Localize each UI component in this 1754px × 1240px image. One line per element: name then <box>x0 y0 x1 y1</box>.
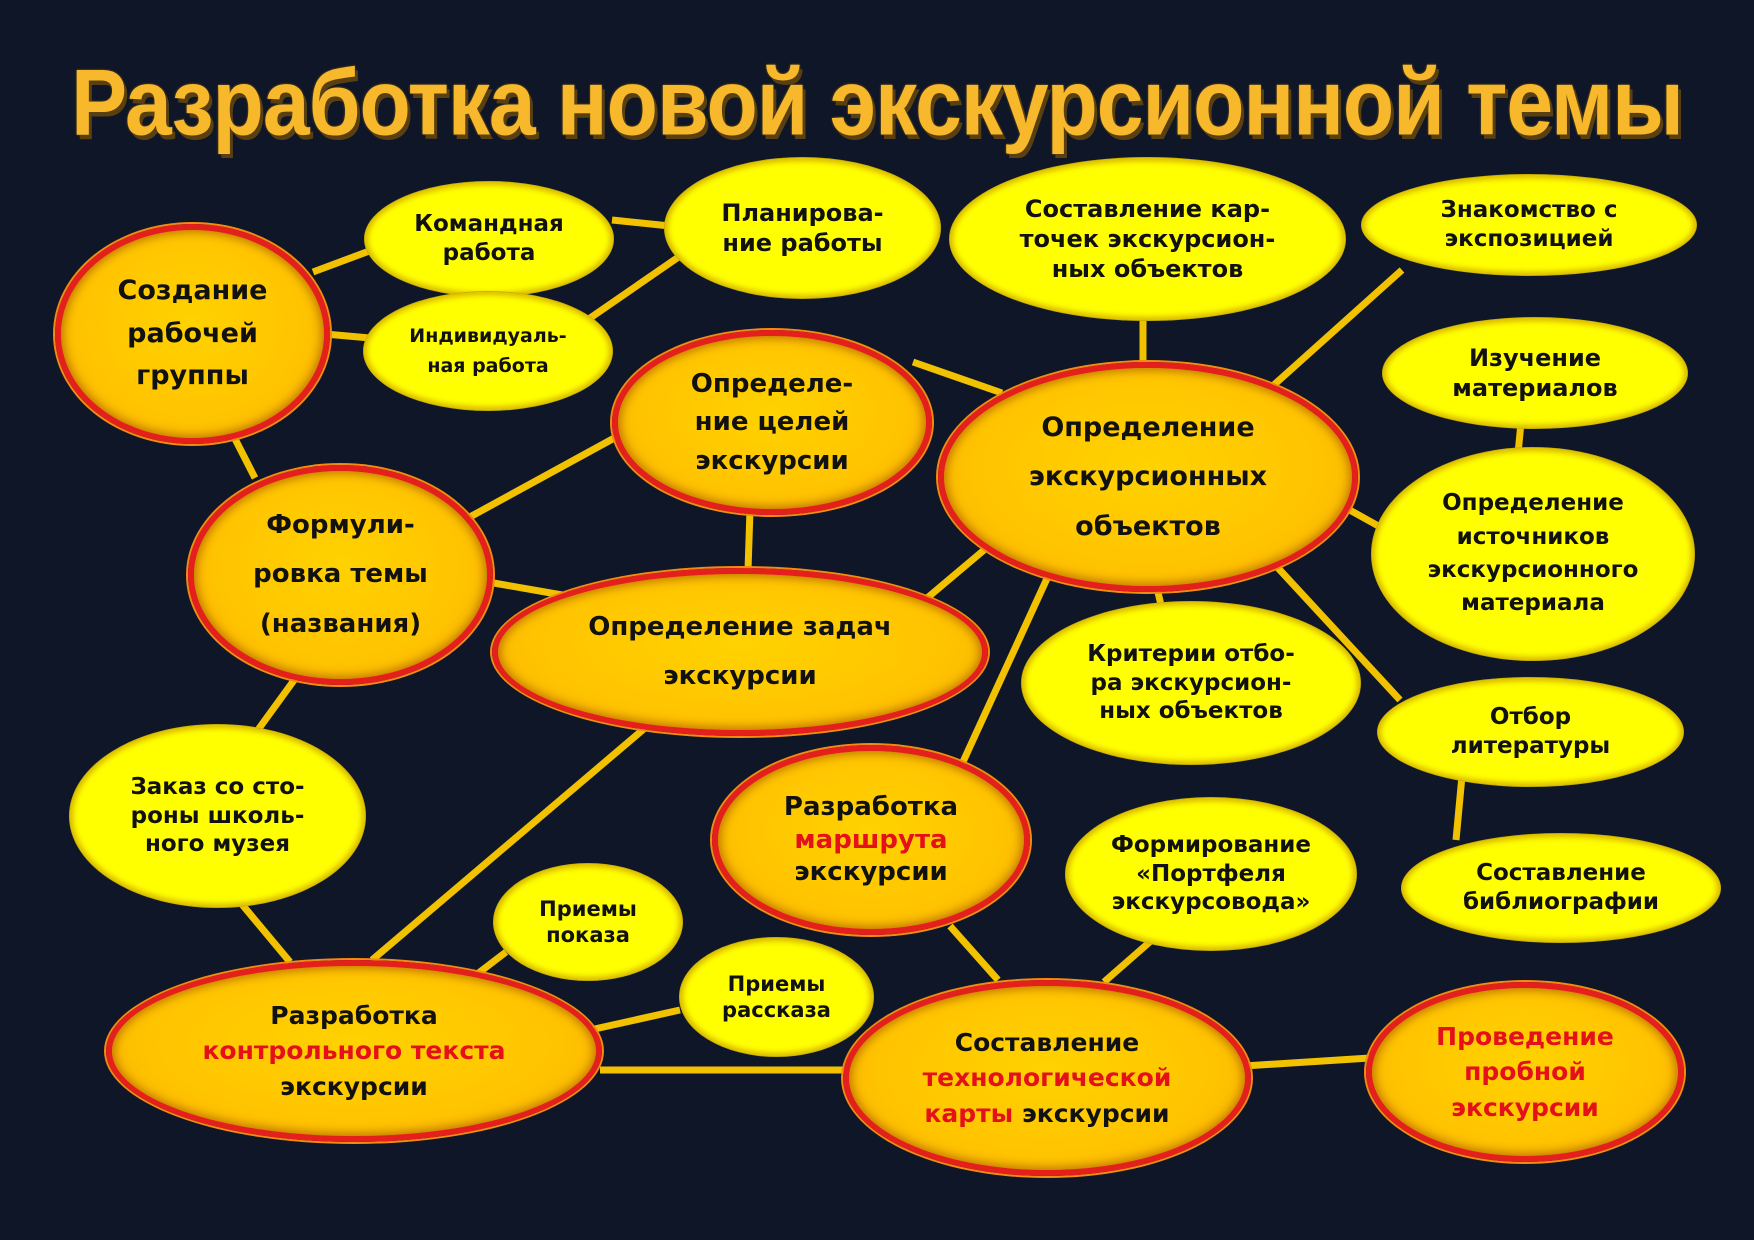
node-study-materials <box>1383 318 1687 428</box>
node-telling-methods-label: Приемы рассказа <box>722 971 831 1022</box>
node-theme-formulation <box>188 465 493 685</box>
node-tech-map-line3a: карты <box>924 1098 1014 1128</box>
node-tasks-label: Определение задач экскурсии <box>588 611 892 691</box>
node-tech-map-line1: Составление <box>954 1027 1140 1057</box>
node-goals-label: Определе- ние целей экскурсии <box>690 369 854 476</box>
node-theme-formulation-label: Формули- ровка темы (названия) <box>253 509 428 639</box>
node-bibliography-label: Составление библиографии <box>1462 860 1660 915</box>
node-route-line1: Разработка <box>783 791 959 822</box>
node-showing-methods-label: Приемы показа <box>539 896 637 947</box>
node-route-label <box>784 791 958 889</box>
node-team-work <box>365 182 613 296</box>
node-bibliography <box>1402 834 1720 942</box>
node-showing-methods <box>494 864 682 980</box>
node-team-work-label: Командная работа <box>414 211 564 266</box>
node-trial <box>1366 982 1684 1162</box>
node-tech-map <box>843 980 1251 1176</box>
node-control-text <box>106 960 602 1142</box>
node-control-text-line2: контрольного текста <box>202 1036 506 1066</box>
node-school-order <box>70 725 365 907</box>
node-literature-label: Отбор литературы <box>1450 704 1611 759</box>
page-title: Разработка новой экскурсионной темы <box>71 49 1683 155</box>
node-tech-map-label <box>923 1025 1172 1132</box>
node-object-cards <box>950 158 1345 320</box>
node-sources <box>1372 448 1694 660</box>
node-trial-label: Проведение пробной экскурсии <box>1436 1021 1614 1122</box>
node-control-text-line3: экскурсии <box>280 1071 428 1101</box>
node-portfolio-label: Формирование «Портфеля экскурсовода» <box>1111 831 1311 916</box>
node-tech-map-line3b: экскурсии <box>1013 1098 1170 1128</box>
node-create-group <box>55 224 330 444</box>
node-school-order-label: Заказ со сто- роны школь- ного музея <box>130 773 305 858</box>
node-control-text-label <box>202 998 505 1105</box>
node-selection-criteria-label: Критерии отбо- ра экскурсион- ных объектов <box>1087 640 1295 725</box>
node-sources-label: Определение источников экскурсионного материала <box>1427 490 1639 617</box>
node-exposition <box>1362 175 1696 275</box>
node-control-text-line1: Разработка <box>270 1000 438 1030</box>
edge-group-individual <box>325 334 370 338</box>
node-route-line2: маршрута <box>794 824 948 855</box>
node-define-objects <box>938 362 1358 592</box>
node-route <box>712 745 1030 935</box>
node-route-line3: экскурсии <box>794 857 948 888</box>
edge-goals-tasks <box>748 510 750 570</box>
node-exposition-label: Знакомство с экспозицией <box>1440 197 1618 252</box>
node-create-group-label: Создание рабочей группы <box>117 275 268 392</box>
node-define-objects-label: Определение экскурсионных объектов <box>1028 412 1268 542</box>
node-object-cards-label: Составление кар- точек экскурсион- ных объектов <box>1019 194 1276 284</box>
node-tasks <box>492 568 988 736</box>
node-telling-methods <box>680 938 873 1056</box>
node-selection-criteria <box>1022 602 1360 764</box>
node-individual-work-label: Индивидуаль- ная работа <box>409 324 567 377</box>
node-work-planning-label: Планирова- ние работы <box>721 198 884 257</box>
node-work-planning <box>665 158 940 298</box>
node-tech-map-line2: технологической <box>922 1063 1172 1093</box>
node-study-materials-label: Изучение материалов <box>1452 343 1618 402</box>
node-individual-work <box>364 292 612 410</box>
node-portfolio <box>1066 798 1356 950</box>
node-literature <box>1378 678 1683 786</box>
node-goals <box>612 330 932 515</box>
